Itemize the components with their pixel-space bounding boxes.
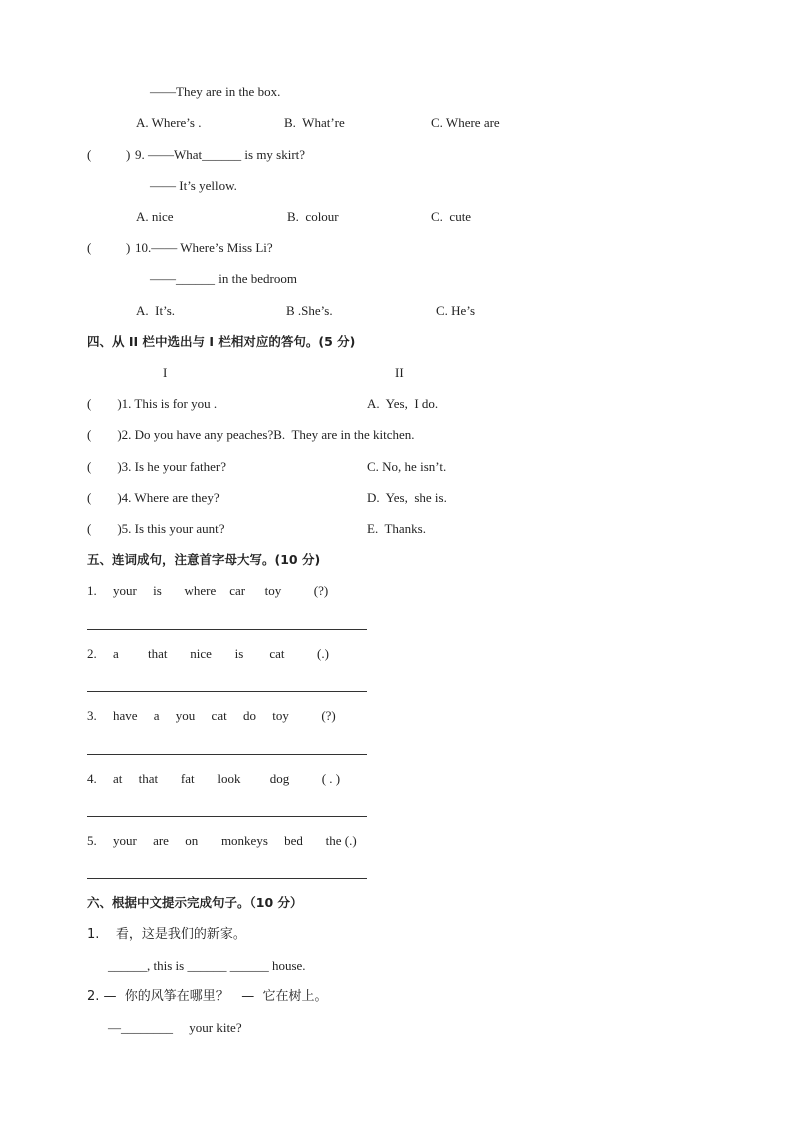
q8-option-c: C. Where are [431,115,500,130]
q8-option-a: A. Where’s . [136,115,202,130]
section4-heading: 四、从 II 栏中选出与 I 栏相对应的答句。(5 分) [87,334,356,349]
match-right-d: D. Yes, she is. [367,490,447,505]
answer-line-5[interactable] [87,878,367,879]
q8-answer: ——They are in the box. [150,84,281,99]
section6-heading: 六、根据中文提示完成句子。（10 分） [87,895,303,910]
q9-question: 9. ——What______ is my skirt? [135,147,306,162]
translate-q2-chinese: 2. — 你的风筝在哪里？ — 它在树上。 [87,989,328,1004]
match-right-a: A. Yes, I do. [367,396,439,411]
match-left-3: ( )3. Is he your father? [87,459,226,474]
q9-option-a: A. nice [136,209,174,224]
reorder-item-4: 4. at that fat look dog ( . ) [87,771,341,786]
q8-option-b: B. What’re [284,115,345,130]
translate-q1-chinese: 1. 看，这是我们的新家。 [87,927,246,942]
q9-option-b: B. colour [287,209,339,224]
section4-col1-header: I [163,365,168,380]
q9-paren-close: ) [126,147,131,162]
match-left-4: ( )4. Where are they? [87,490,220,505]
q10-option-b: B .She’s. [286,303,333,318]
reorder-item-1: 1. your is where car toy (?) [87,583,329,598]
match-right-e: E. Thanks. [367,521,426,536]
q10-paren-close: ) [126,240,131,255]
answer-line-3[interactable] [87,754,367,755]
translate-q1-english: ______, this is ______ ______ house. [108,958,306,973]
q9-option-c: C. cute [431,209,472,224]
match-left-1: ( )1. This is for you . [87,396,218,411]
translate-q2-english: —________ your kite? [108,1020,242,1035]
match-left-2: ( )2. Do you have any peaches?B. They are in the kitchen. [87,427,415,442]
q10-answer: ——______ in the bedroom [150,271,297,286]
q9-answer: —— It’s yellow. [150,178,237,193]
q10-paren-open: ( [87,240,92,255]
answer-line-2[interactable] [87,691,367,692]
section4-col2-header: II [395,365,404,380]
answer-line-1[interactable] [87,629,367,630]
answer-line-4[interactable] [87,816,367,817]
q9-paren-open: ( [87,147,92,162]
section5-heading: 五、连词成句，注意首字母大写。(10 分) [87,552,321,567]
reorder-item-3: 3. have a you cat do toy (?) [87,708,336,723]
reorder-item-2: 2. a that nice is cat (.) [87,646,329,661]
match-left-5: ( )5. Is this your aunt? [87,521,225,536]
reorder-item-5: 5. your are on monkeys bed the (.) [87,833,357,848]
q10-option-c: C. He’s [436,303,475,318]
q10-option-a: A. It’s. [136,303,175,318]
q10-question: 10.—— Where’s Miss Li? [135,240,273,255]
match-right-c: C. No, he isn’t. [367,459,447,474]
